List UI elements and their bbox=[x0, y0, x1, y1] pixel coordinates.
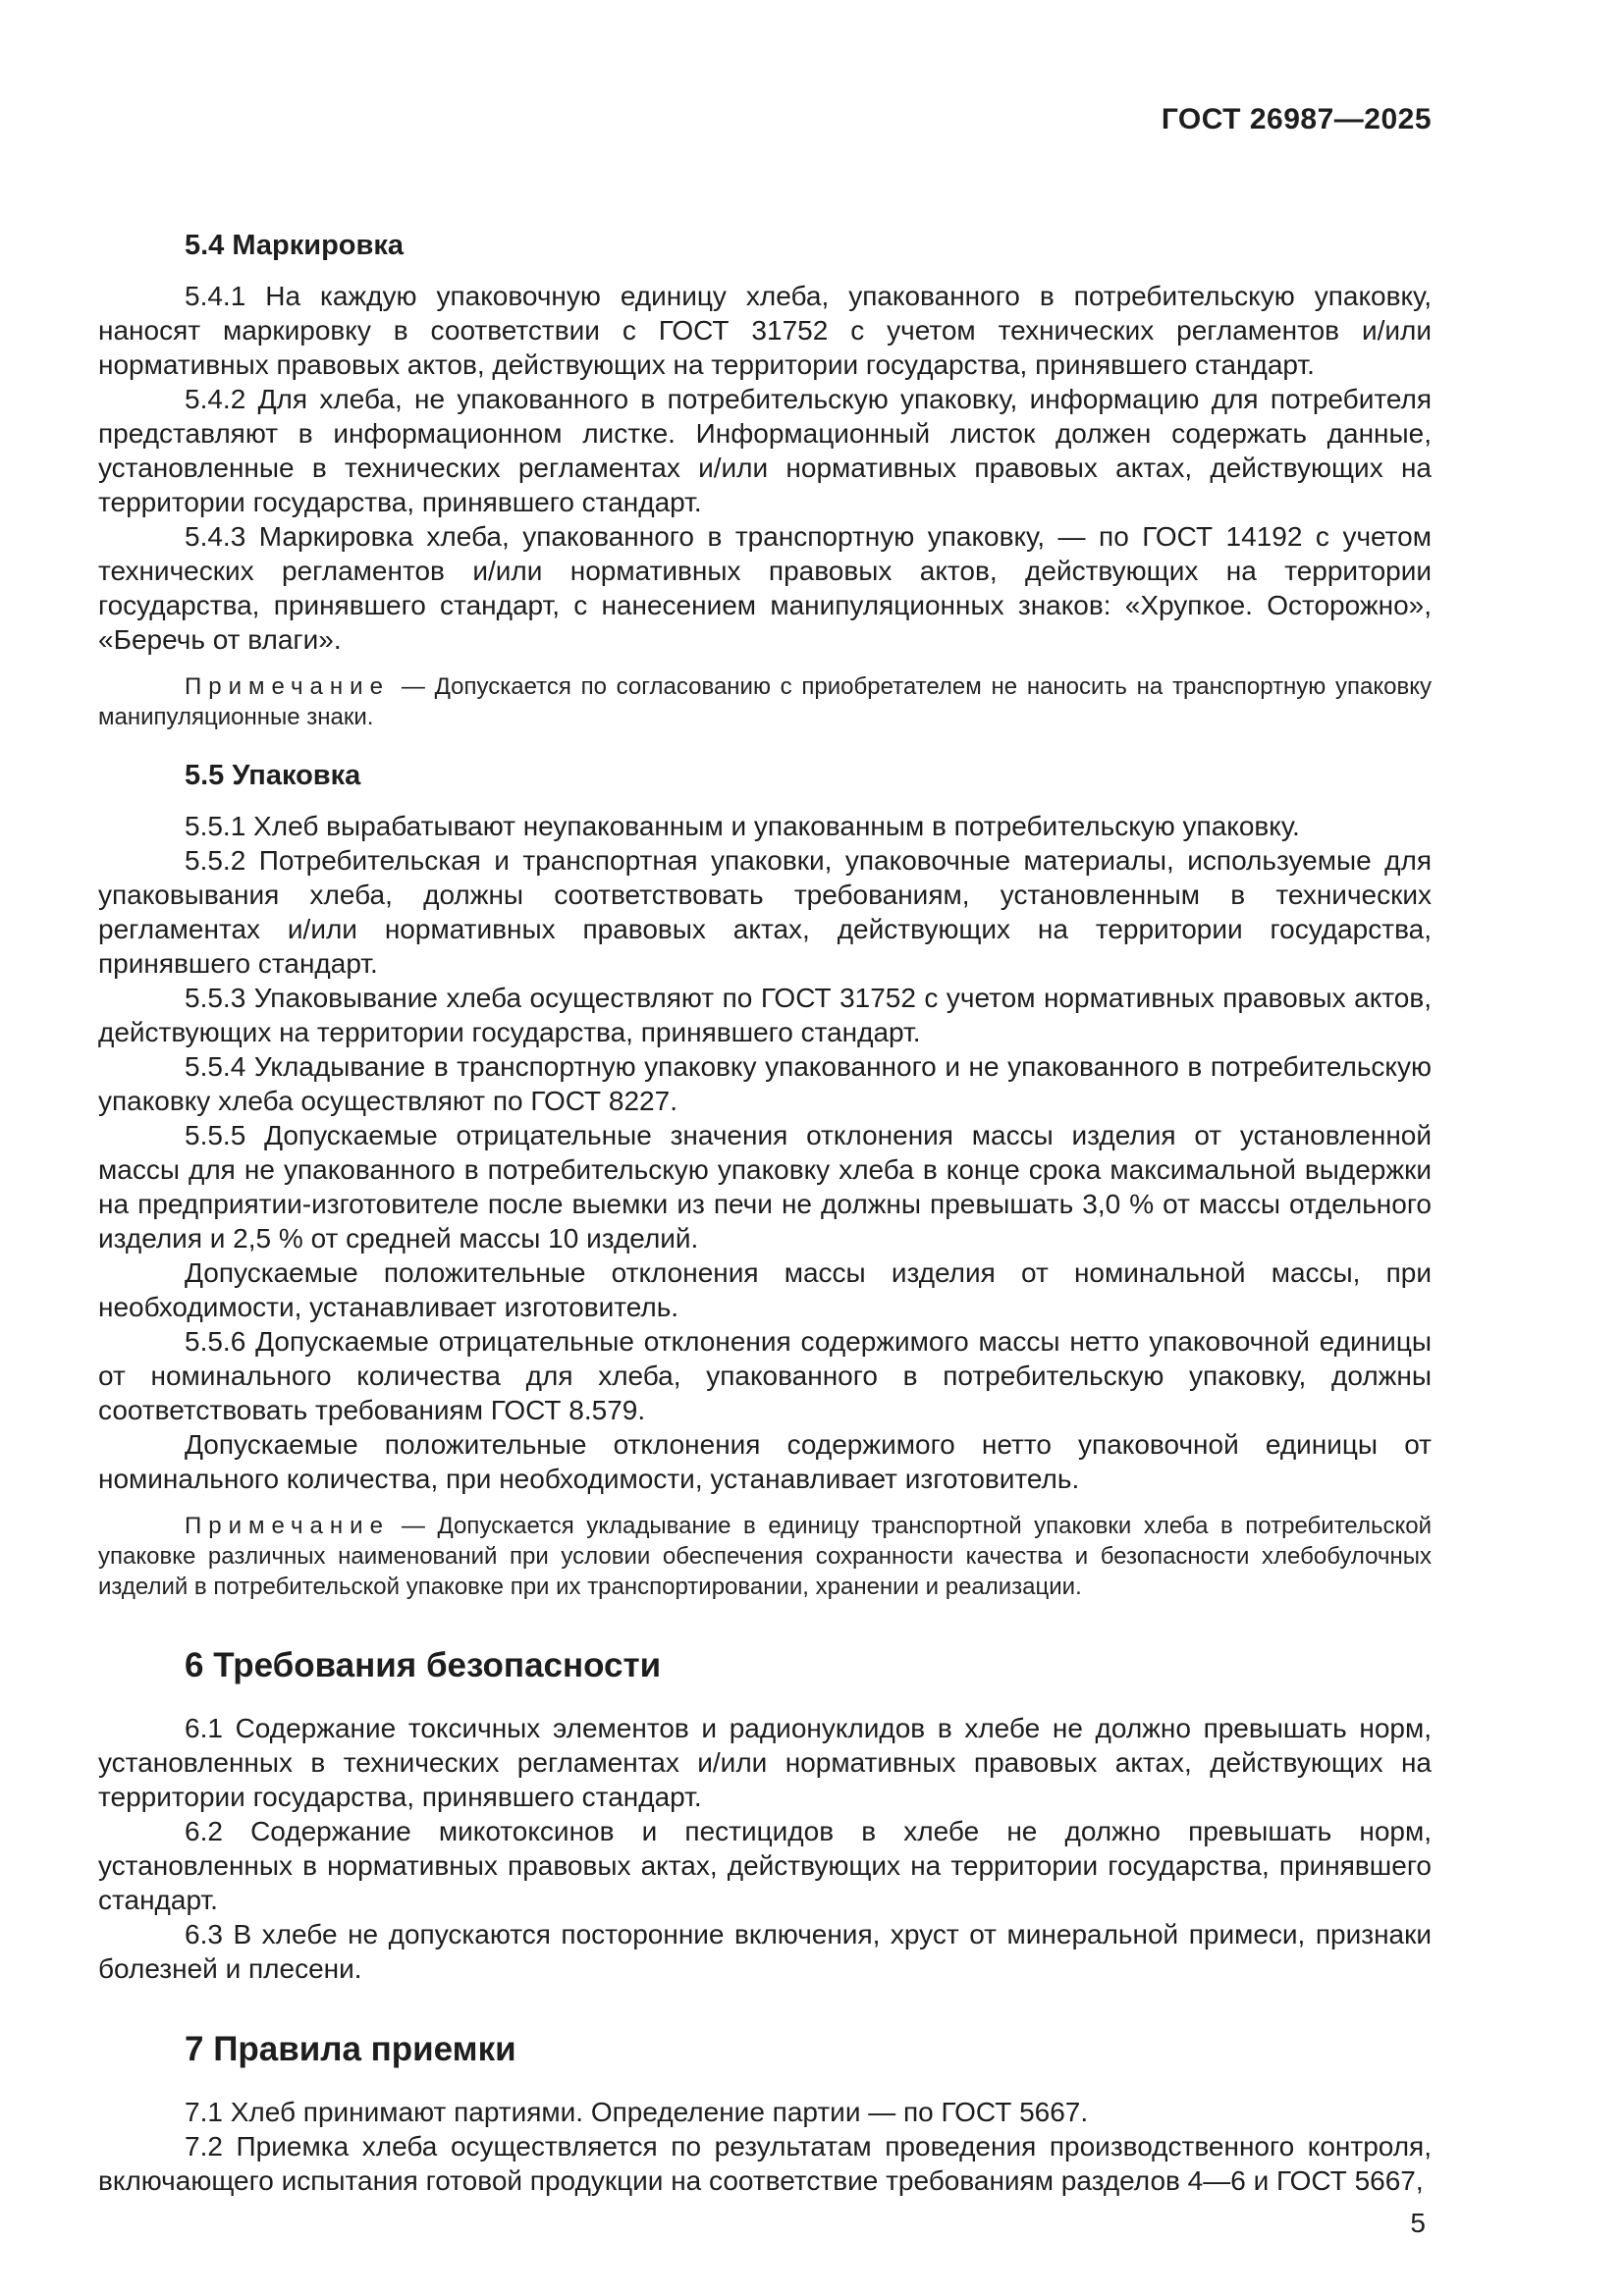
paragraph-5-5-5: 5.5.5 Допускаемые отрицательные значения отклонения массы изделия от установленной массы для не упакованного в потребительскую упаковку хлеба в конце срока максимальной выдержки на предприятии-изготовителе после выемки из печи не должны превышать 3,0 % от массы отдельного изделия и 2,5 % от средней массы 10 изделий. bbox=[98, 1120, 1432, 1254]
paragraph-5-4-2: 5.4.2 Для хлеба, не упакованного в потребительскую упаковку, информацию для потребителя представляют в информационном листке. Информационный листок должен содержать данные, установленные в технических регламентах и/или нормативных правовых актах, действующих на территории государства, принявшего стандарт. bbox=[98, 384, 1432, 517]
section-heading-7: 7 Правила приемки bbox=[185, 2030, 516, 2068]
paragraph-5-5-3: 5.5.3 Упаковывание хлеба осуществляют по ГОСТ 31752 с учетом нормативных правовых актов, действующих на территории государства, принявшего стандарт. bbox=[98, 983, 1432, 1047]
paragraph-5-5-6-cont: Допускаемые положительные отклонения содержимого нетто упаковочной единицы от номинального количества, при необходимости, устанавливает изготовитель. bbox=[98, 1429, 1432, 1494]
section-7 bbox=[98, 2027, 1432, 2198]
page-header-standard-code: ГОСТ 26987—2025 bbox=[1161, 103, 1432, 135]
paragraph-6-2: 6.2 Содержание микотоксинов и пестицидов в хлебе не должно превышать норм, установленных в нормативных правовых актах, действующих на территории государства, принявшего стандарт. bbox=[98, 1816, 1432, 1915]
note-text: — Допускается по согласованию с приобретателем не наносить на транспортную упаковку манипуляционные знаки. bbox=[98, 673, 1432, 730]
note-5-4 bbox=[98, 671, 1432, 732]
note-5-5 bbox=[98, 1511, 1432, 1602]
paragraph-5-4-1: 5.4.1 На каждую упаковочную единицу хлеба, упакованного в потребительскую упаковку, наносят маркировку в соответствии с ГОСТ 31752 с учетом технических регламентов и/или нормативных правовых актов, действующих на территории государства, принявшего стандарт. bbox=[98, 281, 1432, 380]
section-heading-6: 6 Требования безопасности bbox=[185, 1646, 662, 1684]
paragraph-5-5-1: 5.5.1 Хлеб вырабатывают неупакованным и упакованным в потребительскую упаковку. bbox=[185, 811, 1300, 841]
page-number: 5 bbox=[1410, 2208, 1426, 2238]
section-6 bbox=[98, 1643, 1432, 1986]
paragraph-6-1: 6.1 Содержание токсичных элементов и радионуклидов в хлебе не должно превышать норм, установленных в технических регламентах и/или нормативных правовых актах, действующих на территории государства, принявшего стандарт. bbox=[98, 1713, 1432, 1812]
note-text: — Допускается укладывание в единицу транспортной упаковки хлеба в потребительской упаковке различных наименований при условии обеспечения сохранности качества и безопасности хлебобулочных изделий в потребительской упаковке при их транспортировании, хранении и реализации. bbox=[98, 1513, 1432, 1600]
paragraph-7-2: 7.2 Приемка хлеба осуществляется по результатам проведения производственного контроля, включающего испытания готовой продукции на соответствие требованиям разделов 4—6 и ГОСТ 5667, bbox=[98, 2131, 1432, 2196]
paragraph-5-5-4: 5.5.4 Укладывание в транспортную упаковку упакованного и не упакованного в потребительскую упаковку хлеба осуществляют по ГОСТ 8227. bbox=[98, 1051, 1432, 1116]
paragraph-5-5-2: 5.5.2 Потребительская и транспортная упаковки, упаковочные материалы, используемые для упаковывания хлеба, должны соответствовать требованиям, установленным в технических регламентах и/или нормативных правовых актах, действующих на территории государства, принявшего стандарт. bbox=[98, 845, 1432, 979]
note-label: Примечание bbox=[185, 1513, 390, 1539]
paragraph-5-5-6: 5.5.6 Допускаемые отрицательные отклонения содержимого массы нетто упаковочной единицы от номинального количества для хлеба, упакованного в потребительскую упаковку, должны соответствовать требованиям ГОСТ 8.579. bbox=[98, 1326, 1432, 1425]
paragraph-5-4-3: 5.4.3 Маркировка хлеба, упакованного в транспортную упаковку, — по ГОСТ 14192 с учетом технических регламентов и/или нормативных правовых актов, действующих на территории государства, принявшего стандарт, с нанесением манипуляционных знаков: «Хрупкое. Осторожно», «Беречь от влаги». bbox=[98, 521, 1432, 655]
paragraph-6-3: 6.3 В хлебе не допускаются посторонние включения, хруст от минеральной примеси, признаки болезней и плесени. bbox=[98, 1919, 1432, 1984]
paragraph-5-5-5-cont: Допускаемые положительные отклонения массы изделия от номинальной массы, при необходимости, устанавливает изготовитель. bbox=[98, 1257, 1432, 1322]
note-label: Примечание bbox=[185, 673, 390, 700]
section-5-5 bbox=[98, 758, 1432, 1602]
paragraph-7-1: 7.1 Хлеб принимают партиями. Определение партии — по ГОСТ 5667. bbox=[185, 2097, 1089, 2127]
section-5-4 bbox=[98, 228, 1432, 732]
section-heading-5-5: 5.5 Упаковка bbox=[185, 760, 361, 791]
section-heading-5-4: 5.4 Маркировка bbox=[185, 230, 404, 261]
